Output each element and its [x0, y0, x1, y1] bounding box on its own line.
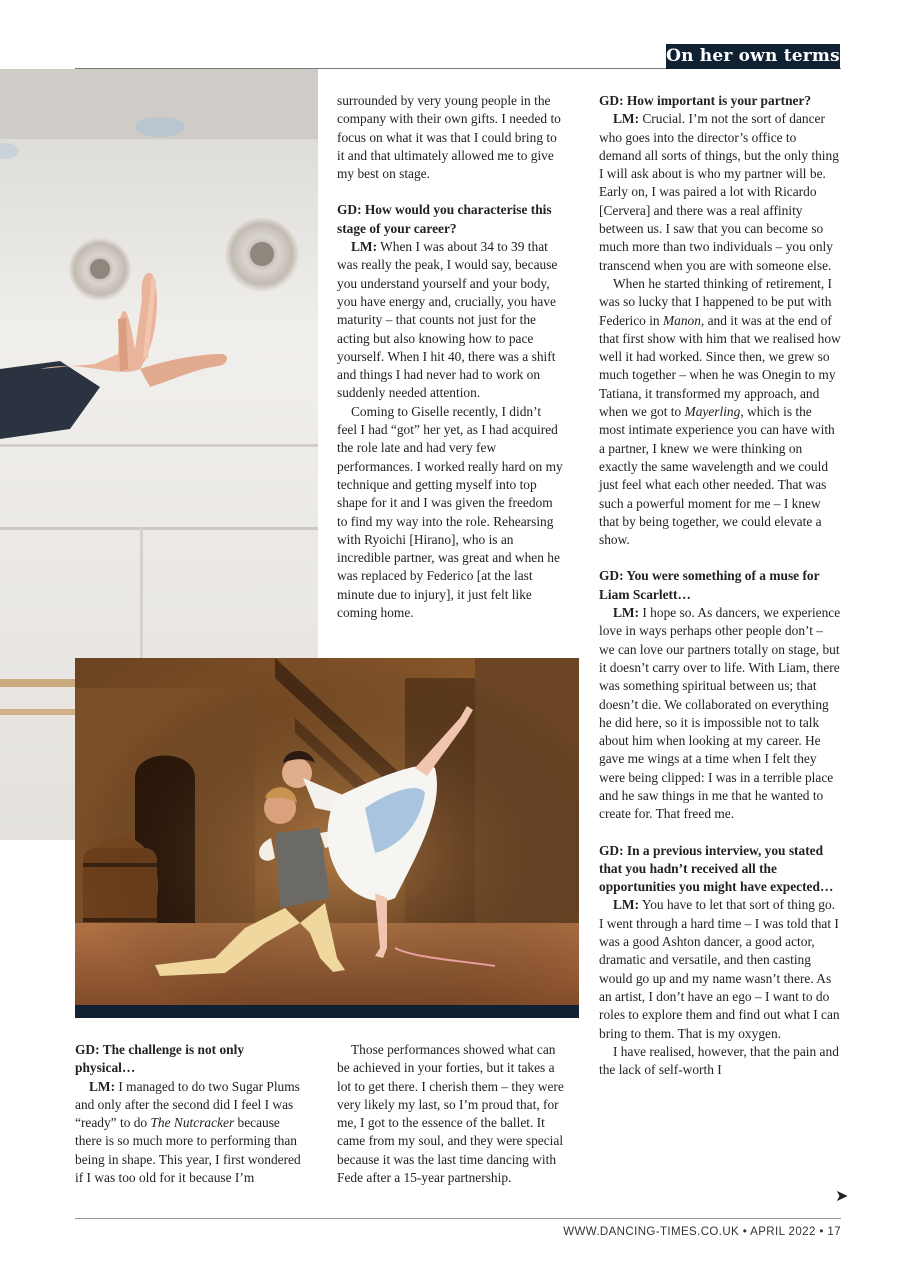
answer-text: I managed to do two Sugar Plums and only after the second did I feel I was “ready” to do	[75, 1078, 300, 1131]
page-footer	[563, 1226, 841, 1238]
footer-rule	[75, 1218, 841, 1219]
speaker-label: LM:	[613, 111, 640, 127]
question-heading: GD: How important is your partner?	[599, 93, 812, 108]
answer-paragraph	[599, 275, 841, 549]
answer-paragraph	[599, 604, 841, 824]
page-number: 17	[827, 1226, 841, 1238]
continue-arrow-icon: ➤	[835, 1186, 849, 1205]
speaker-label: LM:	[613, 897, 640, 913]
question-heading: GD: You were something of a muse for Liam Scarlett…	[599, 568, 820, 602]
stage-photo-graphic	[75, 658, 579, 1018]
answer-paragraph	[75, 1078, 301, 1188]
column-right	[599, 92, 841, 1079]
question-heading: GD: In a previous interview, you stated that you hadn’t received all the opportunities you might have expected…	[599, 842, 834, 895]
column-left-bottom	[75, 1041, 301, 1187]
paragraph: surrounded by very young people in the company with their own gifts. I needed to focus on what it was that I could bring to it and that ultimately allowed me to give my best on stage.	[337, 93, 561, 182]
column-middle-bottom	[337, 1041, 565, 1187]
answer-text: When he started thinking of retirement, I was so lucky that I happened to be put with Federico in	[599, 275, 833, 328]
answer-paragraph: I have realised, however, that the pain and the lack of self-worth I	[599, 1043, 839, 1078]
work-title: Mayerling	[684, 404, 741, 420]
answer-paragraph	[599, 110, 841, 275]
speaker-label: LM:	[613, 605, 640, 621]
answer-text: , and it was at the end of that first show with him that we realised how well it had worked. Since then, we grew so much together – when he was Onegin to my Tatiana, it transformed my approach, and when we got to	[599, 312, 841, 420]
answer-text: Crucial. I’m not the sort of dancer who goes into the director’s office to demand all sorts of things, but the only thing I will ask about is who my partner will be. Early on, I was paired a lot with Ricardo [Cervera] and there was a real affinity between us. I saw that you can become so much more than two individuals – you only transcend when you are with someone else.	[599, 111, 839, 273]
answer-paragraph: Coming to Giselle recently, I didn’t feel I had “got” her yet, as I had acquired the role late and had very few performances. I worked really hard on my technique and getting myself into top shape for it and I was given the freedom to find my way into the role. Rehearsing with Ryoichi [Hirano], who is an incredible partner, was great and when he was replaced by Federico [at the last minute due to injury], it just felt like coming home.	[337, 403, 563, 621]
answer-text: When I was about 34 to 39 that was really the peak, I would say, because you understand yourself and your body, you have energy and, crucially, you have maturity – that counts not just for the acting but also knowing how to pace yourself. When I hit 40, there was a shift and things I had never had to work on suddenly needed attention.	[337, 239, 558, 401]
speaker-label: LM:	[89, 1078, 116, 1094]
answer-text: because there is so much more to performing than being in shape. This year, I first wondered if I was too old for it because I’m	[75, 1115, 301, 1186]
question-heading: GD: The challenge is not only physical…	[75, 1042, 245, 1076]
photo-band	[75, 1005, 579, 1018]
answer-paragraph	[599, 896, 841, 1042]
answer-text: You have to let that sort of thing go. I went through a hard time – I was told that I was a good Ashton dancer, a good actor, dramatic and versatile, and then casting would go up and my name wasn’t there. As an artist, I don’t have an ego – I want to do roles to explore them and find out what I can bring to them. That is my oxygen.	[599, 897, 840, 1041]
answer-paragraph	[337, 238, 563, 403]
section-title: On her own terms	[666, 44, 840, 69]
work-title: The Nutcracker	[150, 1115, 235, 1131]
column-middle-top	[337, 92, 563, 622]
answer-text: , which is the most intimate experience you can have with a partner, I knew we were thinking on exactly the same wavelength and we could just feel what each other needed. That was such a powerful moment for me – I knew that by being together, we could elevate a show.	[599, 404, 835, 548]
answer-text: I hope so. As dancers, we experience love in ways perhaps other people don’t – we can love our partners totally on stage, but it doesn’t carry over to life. With Liam, there was something spiritual between us; that doesn’t die. We collaborated on everything he did here, so it is impossible not to talk about him when looking at my career. He gave me wings at a time when I felt they were being clipped: I was in a terrible place and he saw things in me that he wanted to create for. That freed me.	[599, 605, 841, 822]
issue-date: APRIL 2022	[750, 1226, 816, 1238]
speaker-label: LM:	[351, 239, 378, 255]
paragraph: Those performances showed what can be achieved in your forties, but it takes a lot to get there. I cherish them – they were very likely my last, so I’m proud that, for me, I got to the essence of the ballet. It came from my soul, and they were special because it was the last time dancing with Fede after a 15-year partnership.	[337, 1042, 564, 1186]
work-title: Manon	[662, 312, 701, 328]
bullet-separator: •	[742, 1226, 748, 1238]
stage-photo	[75, 658, 579, 1018]
bullet-separator: •	[819, 1226, 824, 1238]
question-heading: GD: How would you characterise this stage of your career?	[337, 202, 552, 236]
website-url: WWW.DANCING-TIMES.CO.UK	[563, 1226, 740, 1238]
